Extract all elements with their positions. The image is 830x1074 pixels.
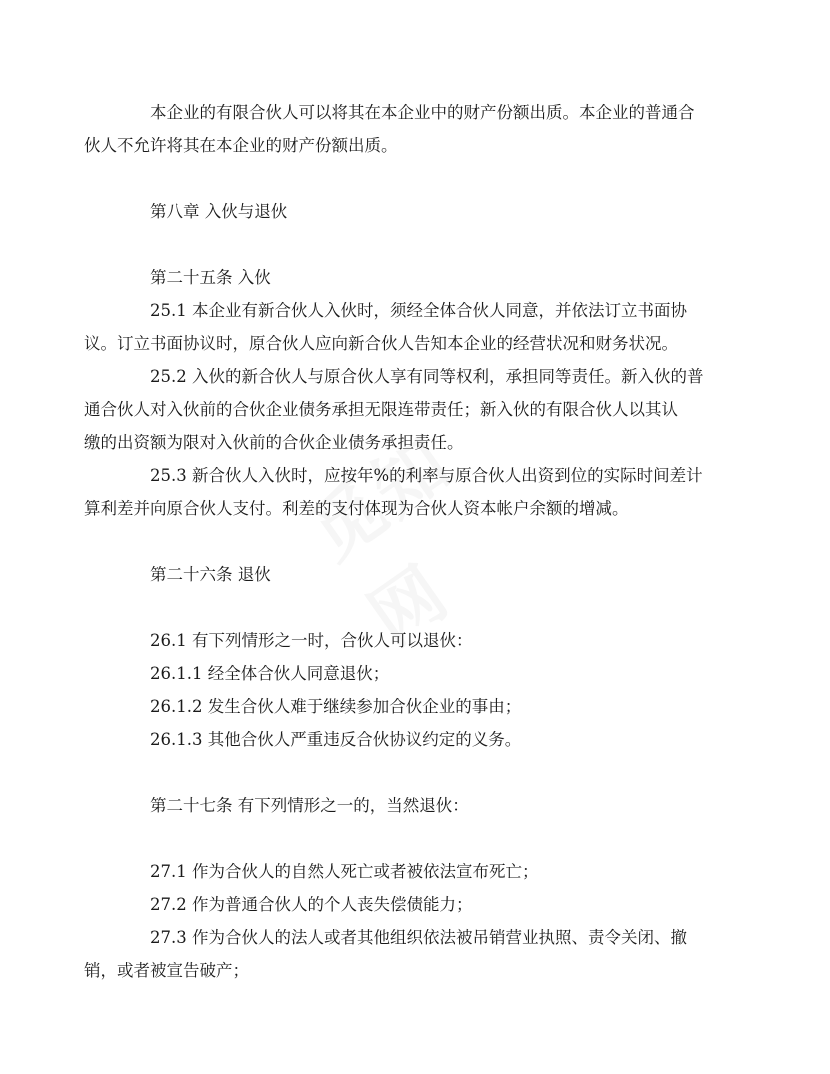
text-line: 27.2 作为普通合伙人的个人丧失偿债能力；	[150, 895, 473, 914]
paragraph-26-1	[117, 624, 707, 657]
document-body	[84, 96, 707, 987]
text-line: 27.3 作为合伙人的法人或者其他组织依法被吊销营业执照、责令关闭、撤	[150, 928, 687, 947]
text-line: 26.1.3 其他合伙人严重违反合伙协议约定的义务。	[150, 730, 522, 749]
paragraph-27-1	[117, 855, 707, 888]
text-line: 25.3 新合伙人入伙时，应按年%的利率与原合伙人出资到位的实际时间差计	[150, 466, 703, 485]
article-heading-25: 第二十五条 入伙	[150, 268, 271, 287]
text-line: 本企业的有限合伙人可以将其在本企业中的财产份额出质。本企业的普通合	[150, 103, 695, 122]
article-heading-26: 第二十六条 退伙	[150, 565, 271, 584]
paragraph-26-1-2	[117, 690, 707, 723]
text-line: 26.1.2 发生合伙人难于继续参加合伙企业的事由；	[150, 697, 522, 716]
text-line: 缴的出资额为限对入伙前的合伙企业债务承担责任。	[84, 433, 464, 452]
text-line: 25.2 入伙的新合伙人与原合伙人享有同等权利，承担同等责任。新入伙的普	[150, 367, 704, 386]
paragraph-25-2	[84, 360, 707, 459]
paragraph-26-1-1	[117, 657, 707, 690]
paragraph-26-1-3	[117, 723, 707, 756]
text-line: 算利差并向原合伙人支付。利差的支付体现为合伙人资本帐户余额的增减。	[84, 499, 629, 518]
chapter-heading: 第八章 入伙与退伙	[150, 202, 288, 221]
text-line: 26.1.1 经全体合伙人同意退伙；	[150, 664, 390, 683]
paragraph-pledge	[84, 96, 707, 162]
paragraph-25-1	[84, 294, 707, 360]
paragraph-25-3	[84, 459, 707, 525]
text-line: 25.1 本企业有新合伙人入伙时，须经全体合伙人同意，并依法订立书面协	[150, 301, 687, 320]
paragraph-27-3	[84, 921, 707, 987]
text-line: 26.1 有下列情形之一时，合伙人可以退伙：	[150, 631, 473, 650]
article-heading-27: 第二十七条 有下列情形之一的，当然退伙：	[150, 796, 469, 815]
text-line: 伙人不允许将其在本企业的财产份额出质。	[84, 136, 398, 155]
text-line: 通合伙人对入伙前的合伙企业债务承担无限连带责任；新入伙的有限合伙人以其认	[84, 400, 678, 419]
text-line: 销，或者被宣告破产；	[84, 961, 249, 980]
text-line: 议。订立书面协议时，原合伙人应向新合伙人告知本企业的经营状况和财务状况。	[84, 334, 678, 353]
paragraph-27-2	[117, 888, 707, 921]
text-line: 27.1 作为合伙人的自然人死亡或者被依法宣布死亡；	[150, 862, 539, 881]
